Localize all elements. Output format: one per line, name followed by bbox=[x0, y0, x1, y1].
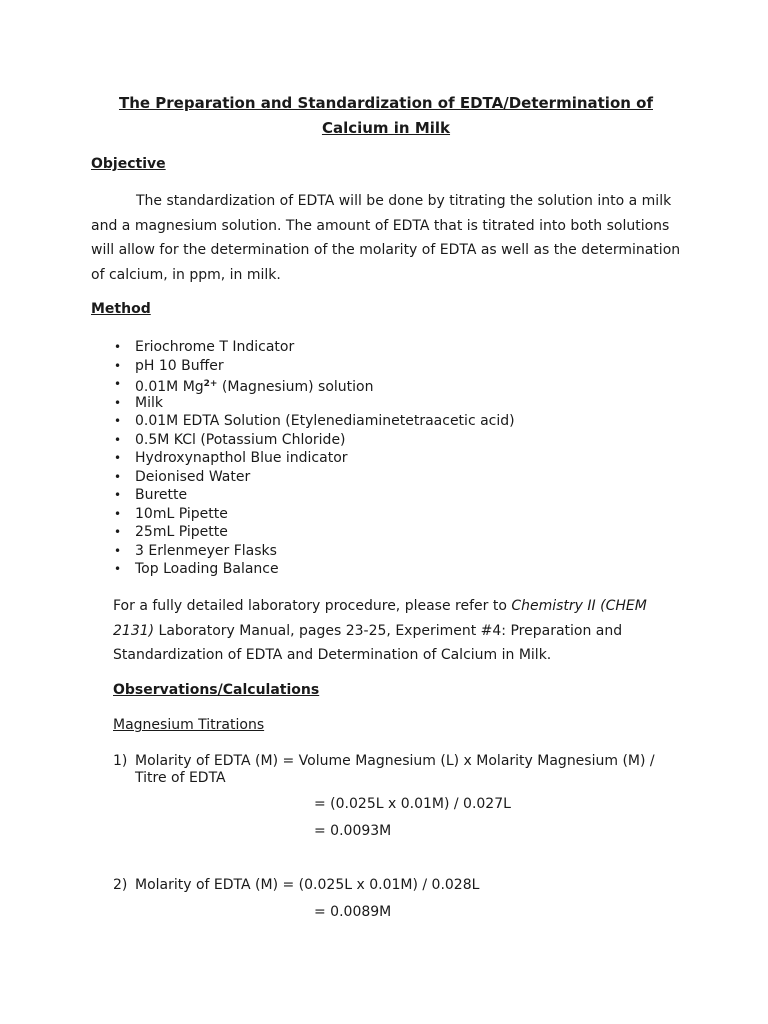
magnesium-titrations-subheading: Magnesium Titrations bbox=[113, 717, 265, 733]
bullet-icon: • bbox=[114, 506, 122, 521]
calc-formula: Molarity of EDTA (M) = (0.025L x 0.01M) / 0.028L bbox=[135, 877, 480, 893]
title-line-2: Calcium in Milk bbox=[321, 119, 451, 137]
objective-heading: Objective bbox=[91, 156, 166, 172]
list-item: • Milk bbox=[114, 394, 163, 411]
bullet-icon: • bbox=[114, 451, 122, 465]
calc-formula: Molarity of EDTA (M) = Volume Magnesium (L) x Molarity Magnesium (M) / bbox=[135, 753, 655, 769]
objective-line: will allow for the determination of the molarity of EDTA as well as the determination bbox=[91, 242, 681, 258]
bullet-icon: • bbox=[114, 340, 122, 354]
list-item: • 10mL Pipette bbox=[114, 505, 228, 522]
manual-title: 2131) bbox=[113, 622, 155, 639]
list-item: • Hydroxynapthol Blue indicator bbox=[114, 450, 348, 466]
calc-equation: = (0.025L x 0.01M) / 0.027L bbox=[314, 796, 511, 812]
calc-result: = 0.0089M bbox=[314, 904, 392, 920]
method-heading: Method bbox=[91, 301, 151, 317]
calc-result: = 0.0093M bbox=[314, 823, 392, 839]
procedure-text: Laboratory Manual, pages 23-25, Experiment #4: Preparation and bbox=[154, 622, 623, 639]
bullet-icon: • bbox=[114, 432, 122, 447]
materials-list bbox=[113, 338, 515, 579]
bullet-icon: • bbox=[114, 562, 122, 576]
list-item: • 0.01M $Mg^{2+}$ (Magnesium) solution bbox=[114, 377, 374, 395]
objective-paragraph bbox=[91, 189, 683, 287]
list-item: • Top Loading Balance bbox=[114, 561, 279, 577]
bullet-icon: • bbox=[114, 414, 122, 428]
list-item: • 3 Erlenmeyer Flasks bbox=[114, 542, 277, 559]
objective-line: and a magnesium solution. The amount of EDTA that is titrated into both solutions bbox=[91, 217, 670, 234]
bullet-icon: • bbox=[114, 395, 122, 410]
procedure-text: Standardization of EDTA and Determination of Calcium in Milk. bbox=[113, 647, 552, 663]
calc-formula: Titre of EDTA bbox=[135, 770, 226, 786]
procedure-reference bbox=[113, 594, 683, 668]
manual-title: Chemistry II (CHEM bbox=[511, 598, 647, 614]
observations-heading: Observations/Calculations bbox=[113, 682, 320, 698]
bullet-icon: • bbox=[114, 488, 122, 502]
objective-line: The standardization of EDTA will be done by titrating the solution into a milk bbox=[136, 193, 672, 209]
bullet-icon: • bbox=[114, 358, 122, 373]
list-item: • Eriochrome T Indicator bbox=[114, 339, 295, 355]
list-item: • pH 10 Buffer bbox=[114, 357, 224, 374]
bullet-icon: • bbox=[114, 525, 122, 539]
title-line-1: The Preparation and Standardization of EDTA/Determination of bbox=[118, 94, 653, 112]
list-item: • 0.5M KCl (Potassium Chloride) bbox=[114, 431, 346, 448]
ion-charge: 2+ bbox=[203, 379, 218, 389]
calc-number: 2) bbox=[113, 877, 128, 893]
list-item: • Deionised Water bbox=[114, 468, 251, 485]
procedure-text: For a fully detailed laboratory procedure, please refer to bbox=[113, 598, 512, 614]
bullet-icon: • bbox=[114, 469, 122, 484]
document-title bbox=[90, 91, 682, 141]
bullet-icon: • bbox=[114, 377, 122, 391]
list-item: • Burette bbox=[114, 487, 188, 503]
bullet-icon: • bbox=[114, 543, 122, 558]
list-item: • 25mL Pipette bbox=[114, 524, 228, 540]
objective-line: of calcium, in ppm, in milk. bbox=[91, 266, 281, 283]
calc-number: 1) bbox=[113, 753, 128, 769]
list-item: • 0.01M EDTA Solution (Etylenediaminetetraacetic acid) bbox=[114, 413, 515, 429]
